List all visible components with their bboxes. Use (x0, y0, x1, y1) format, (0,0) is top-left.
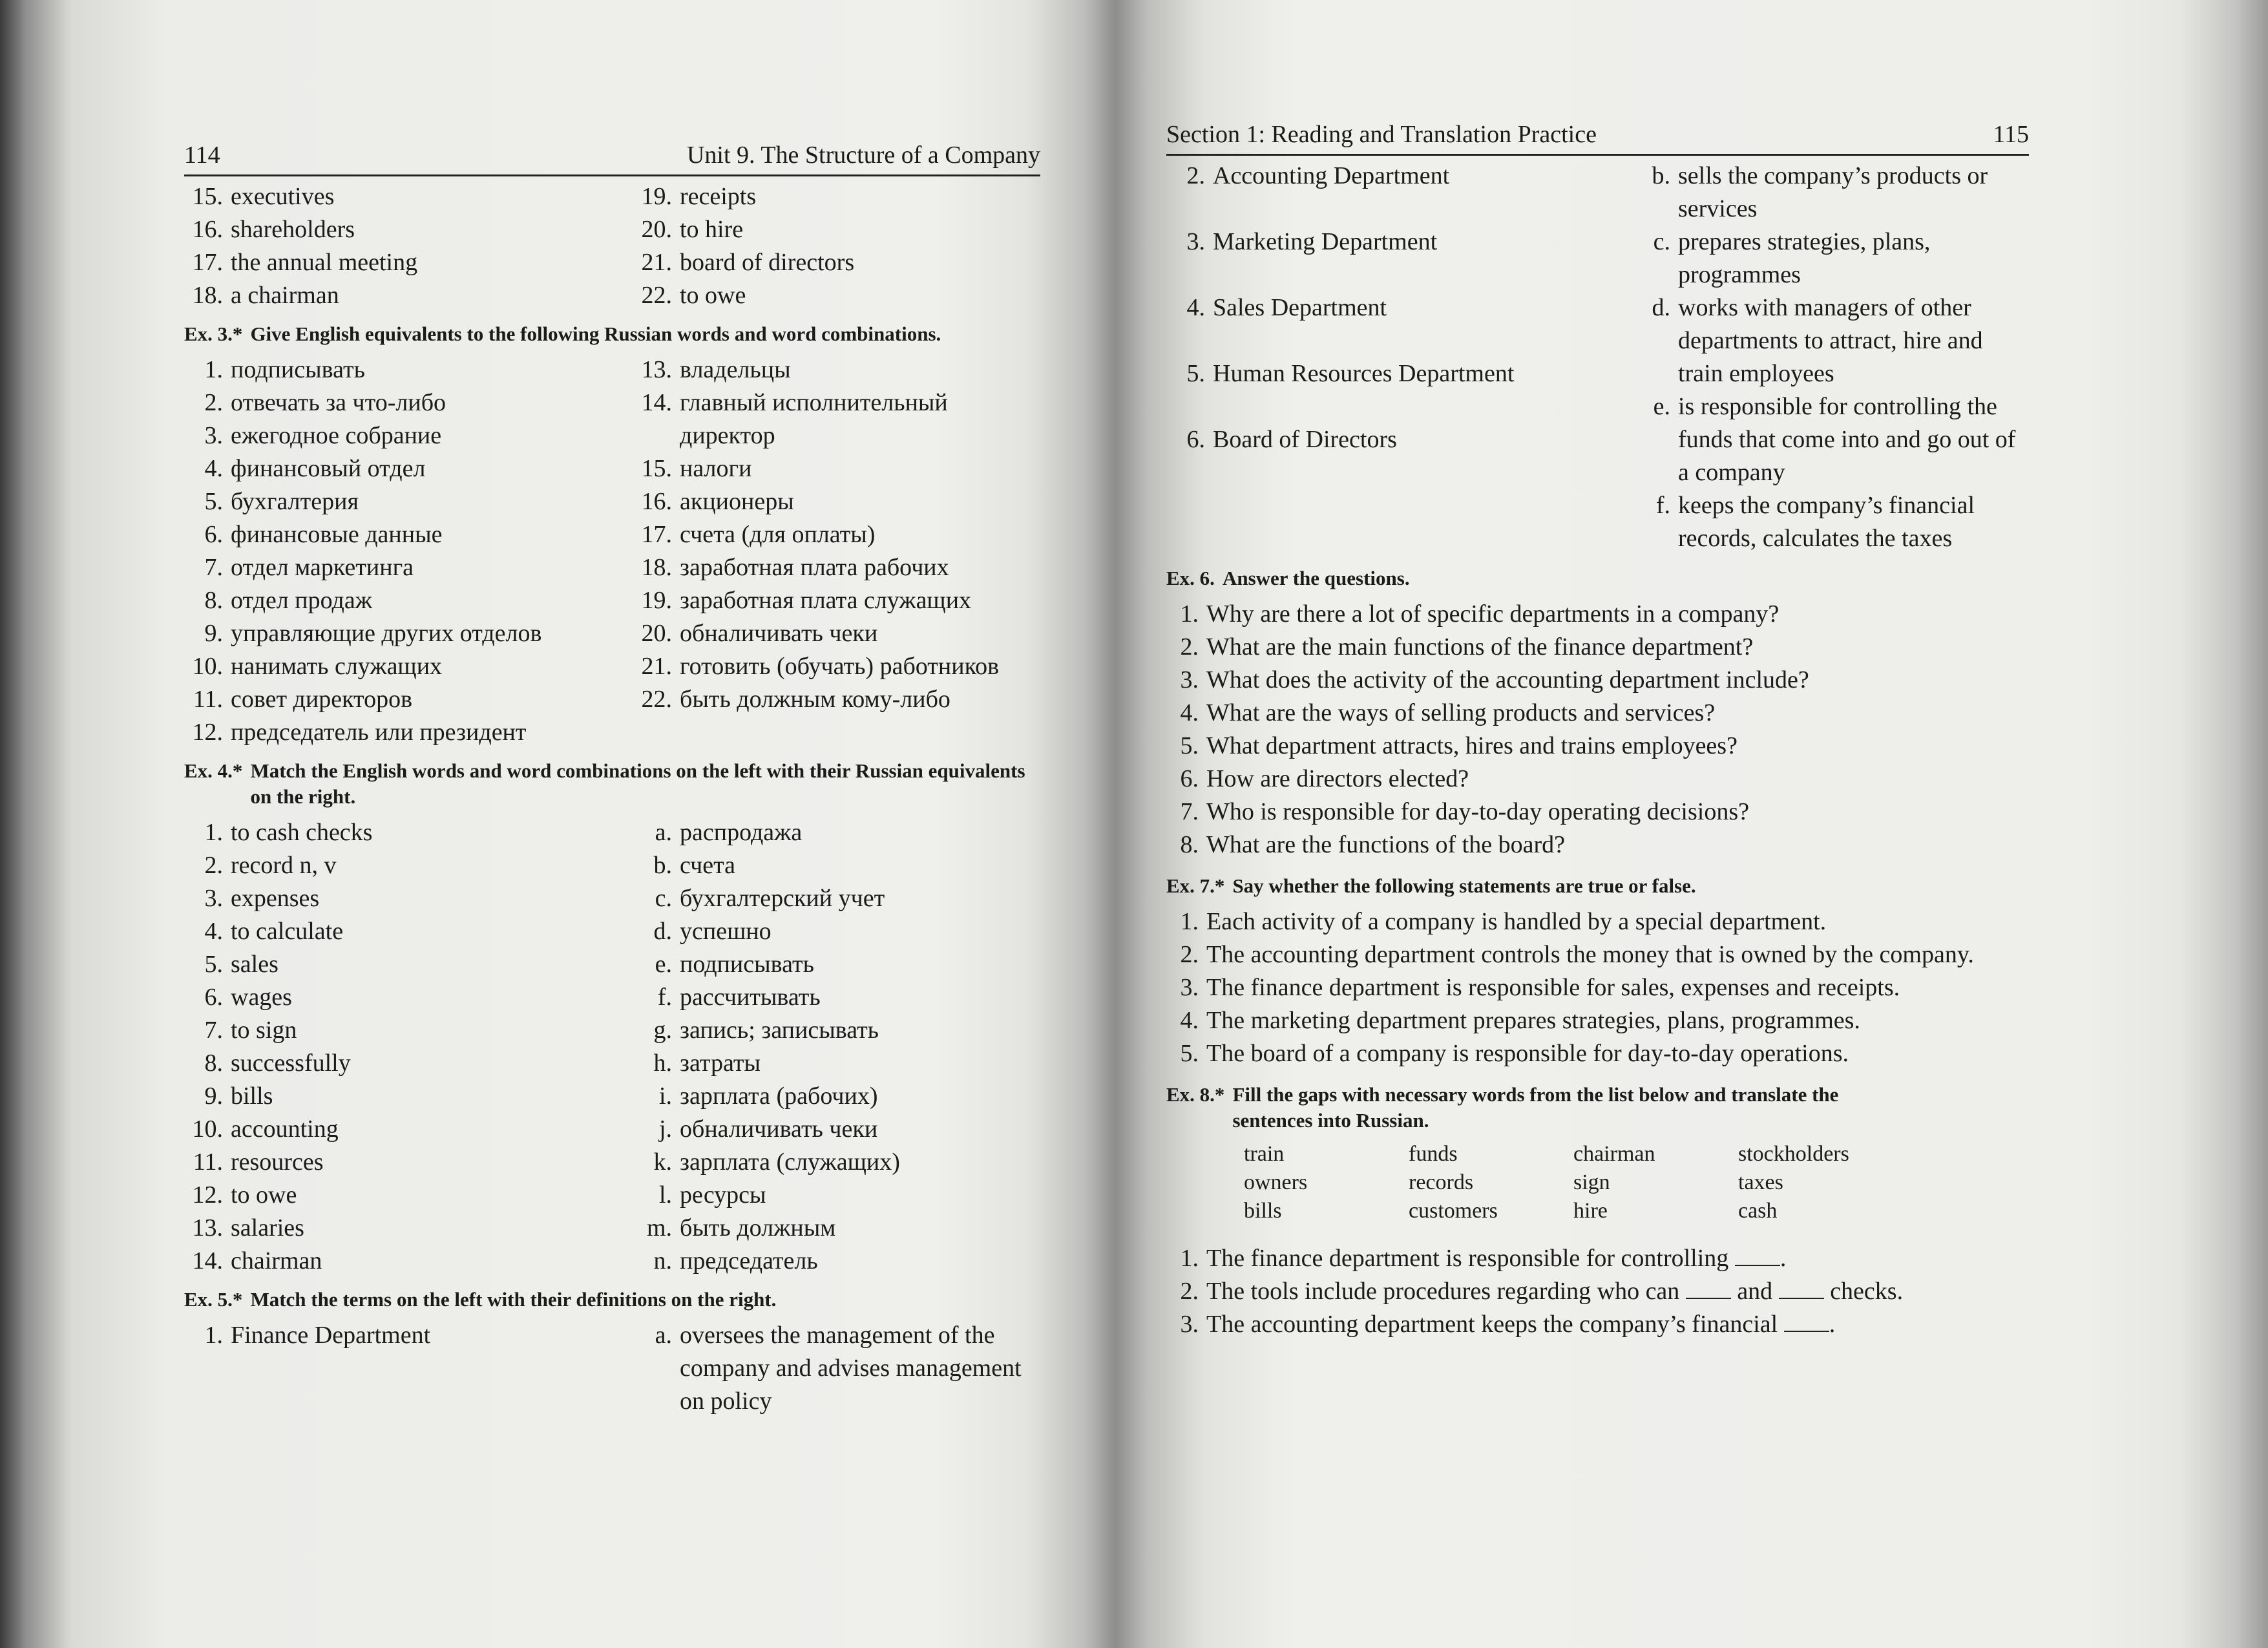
page-number: 114 (184, 142, 220, 169)
list-item: 7. отдел маркетинга (204, 554, 414, 581)
exercise-4-right (633, 816, 1040, 1278)
list-item: 1. Finance Department (204, 1322, 431, 1349)
exercise-5-terms (1166, 160, 1632, 555)
list-item: 4. Sales Department (1186, 294, 1387, 321)
list-item: l. ресурсы (658, 1181, 766, 1209)
exercise-3-list (184, 354, 1040, 749)
list-item: 20. to hire (641, 216, 744, 243)
blank-gap (1779, 1277, 1824, 1299)
list-item: a. распродажа (655, 819, 803, 846)
exercise-3-heading: Ex. 3.* Give English equivalents to the following Russian words and word combinations. (184, 322, 941, 345)
list-item: 14. chairman (192, 1247, 322, 1274)
list-item: 3. The finance department is responsible for sales, expenses and receipts. (1180, 974, 1900, 1001)
list-item: 4. What are the ways of selling products and services? (1180, 699, 1716, 726)
exercise-8-heading: Ex. 8.* Fill the gaps with necessary words from the list below and translate the sentences into Russian. (1166, 1083, 1839, 1132)
list-item: 2. Accounting Department (1186, 162, 1450, 189)
right-running-header (1166, 115, 2029, 156)
list-item: n. председатель (653, 1247, 818, 1274)
list-item: 17. счета (для оплаты) (641, 521, 876, 548)
list-item: 21. готовить (обучать) работников (641, 653, 1000, 680)
list-item: d. works with managers of other departments to attract, hire and train employees (1652, 294, 1983, 387)
list-item: 3. The accounting department keeps the company’s financial . (1180, 1311, 1836, 1338)
list-item: 14. главный исполнительный директор (641, 389, 948, 449)
right-page (1115, 0, 2268, 1648)
list-item: 12. председатель или президент (192, 719, 527, 746)
list-item: d. успешно (653, 918, 772, 945)
blank-gap (1784, 1310, 1829, 1332)
word-bank-item: bills (1244, 1199, 1282, 1223)
list-item: 6. Board of Directors (1186, 426, 1397, 453)
list-item: 1. Each activity of a company is handled by a special department. (1180, 908, 1827, 935)
left-page (0, 0, 1115, 1648)
list-item: 12. to owe (192, 1181, 297, 1209)
list-item: e. подписывать (655, 951, 814, 978)
list-item: 11. совет директоров (193, 686, 413, 713)
exercise-5-left (184, 1319, 633, 1418)
list-item: 5. The board of a company is responsible for day-to-day operations. (1180, 1040, 1849, 1067)
list-item: 2. The accounting department controls the money that is owned by the company. (1180, 941, 1974, 968)
word-bank-column (1409, 1140, 1573, 1225)
list-item: 10. accounting (192, 1115, 339, 1143)
blank-gap (1735, 1244, 1780, 1266)
list-item: 13. владельцы (641, 356, 791, 383)
list-item: 5. sales (204, 951, 278, 978)
list-item: e. is responsible for controlling the funds that come into and go out of a company (1653, 393, 2016, 486)
list-item: 8. What are the functions of the board? (1180, 831, 1565, 858)
list-item: 17. the annual meeting (192, 249, 418, 276)
list-item: 21. board of directors (641, 249, 855, 276)
list-item: h. затраты (653, 1050, 761, 1077)
exercise-5-definitions (1632, 160, 2029, 555)
list-item: 5. Human Resources Department (1186, 360, 1515, 387)
list-item: 4. The marketing department prepares strategies, plans, programmes. (1180, 1007, 1860, 1034)
list-item: f. keeps the company’s financial records, calculates the taxes (1655, 492, 1975, 552)
list-item: f. рассчитывать (657, 984, 821, 1011)
list-item: 8. отдел продаж (204, 587, 372, 614)
vocab-list (184, 180, 1040, 312)
word-bank-item: stockholders (1738, 1142, 1849, 1166)
list-item: 1. to cash checks (204, 819, 373, 846)
exercise-4-left (184, 816, 633, 1278)
list-item: 3. What does the activity of the accounting department include? (1180, 666, 1809, 693)
word-bank-item: sign (1573, 1170, 1610, 1194)
list-item: 18. a chairman (192, 282, 339, 309)
exercise-4-heading: Ex. 4.* Match the English words and word combinations on the left with their Russian equivalents on the right. (184, 759, 1025, 808)
word-bank-item: owners (1244, 1170, 1308, 1194)
word-bank-item: cash (1738, 1199, 1778, 1223)
word-bank-item: taxes (1738, 1170, 1783, 1194)
list-item: 2. The tools include procedures regarding who can and checks. (1180, 1278, 1904, 1305)
word-bank-column (1738, 1140, 1903, 1225)
list-item: 8. successfully (204, 1050, 351, 1077)
word-bank-item: hire (1573, 1199, 1608, 1223)
list-item: 15. executives (192, 183, 335, 210)
list-item: a. oversees the management of the company and advises management on policy (655, 1322, 1022, 1415)
exercise-7-heading: Ex. 7.* Say whether the following statements are true or false. (1166, 874, 1696, 897)
list-item: 16. shareholders (192, 216, 355, 243)
list-item: 19. receipts (641, 183, 757, 210)
blank-gap (1686, 1277, 1731, 1299)
list-item: 3. expenses (204, 885, 320, 912)
word-bank-item: funds (1409, 1142, 1458, 1166)
word-bank-column (1573, 1140, 1738, 1225)
list-item: 9. bills (204, 1083, 273, 1110)
exercise-5-heading: Ex. 5.* Match the terms on the left with their definitions on the right. (184, 1288, 777, 1311)
list-item: 22. быть должным кому-либо (641, 686, 950, 713)
exercise-6-list (1166, 598, 2029, 861)
list-item: 15. налоги (641, 455, 752, 482)
list-item: 11. resources (193, 1148, 324, 1176)
list-item: 1. подписывать (204, 356, 365, 383)
list-item: m. быть должным (646, 1214, 836, 1241)
list-item: b. sells the company’s products or services (1652, 162, 1988, 222)
list-item: 2. record n, v (204, 852, 337, 879)
word-bank-item: chairman (1573, 1142, 1655, 1166)
list-item: 3. Marketing Department (1186, 228, 1438, 255)
list-item: 5. What department attracts, hires and trains employees? (1180, 732, 1738, 759)
left-running-header (184, 136, 1040, 176)
word-bank-item: train (1244, 1142, 1285, 1166)
list-item: 7. Who is responsible for day-to-day operating decisions? (1180, 798, 1749, 825)
exercise-8-list (1166, 1242, 2029, 1341)
vocab-list-right (633, 180, 1040, 312)
exercise-5-right (633, 1319, 1040, 1418)
list-item: 19. заработная плата служащих (641, 587, 972, 614)
list-item: 20. обналичивать чеки (641, 620, 878, 647)
list-item: i. зарплата (рабочих) (658, 1083, 878, 1110)
list-item: 10. нанимать служащих (192, 653, 443, 680)
page-number: 115 (1993, 121, 2029, 148)
vocab-list-left (184, 180, 633, 312)
list-item: c. бухгалтерский учет (655, 885, 885, 912)
list-item: g. запись; записывать (653, 1017, 879, 1044)
running-title: Unit 9. The Structure of a Company (686, 142, 1040, 169)
list-item: 6. финансовые данные (204, 521, 443, 548)
list-item: k. зарплата (служащих) (653, 1148, 900, 1176)
exercise-3-left (184, 354, 633, 749)
list-item: b. счета (653, 852, 736, 879)
list-item: 1. The finance department is responsible for controlling . (1180, 1245, 1787, 1272)
list-item: 18. заработная плата рабочих (641, 554, 949, 581)
list-item: j. обналичивать чеки (658, 1115, 878, 1143)
exercise-3-right (633, 354, 1040, 749)
exercise-5-list (184, 1319, 1040, 1418)
list-item: 2. What are the main functions of the finance department? (1180, 633, 1754, 660)
list-item: 13. salaries (192, 1214, 304, 1241)
list-item: 6. How are directors elected? (1180, 765, 1469, 792)
exercise-4-list (184, 816, 1040, 1278)
list-item: 3. ежегодное собрание (204, 422, 442, 449)
list-item: 16. акционеры (641, 488, 794, 515)
list-item: 2. отвечать за что-либо (204, 389, 446, 416)
list-item: 9. управляющие других отделов (204, 620, 542, 647)
list-item: 4. финансовый отдел (204, 455, 426, 482)
running-title: Section 1: Reading and Translation Practice (1166, 121, 1597, 148)
list-item: 6. wages (204, 984, 292, 1011)
exercise-6-heading: Ex. 6. Answer the questions. (1166, 567, 1410, 589)
word-bank-item: records (1409, 1170, 1474, 1194)
exercise-5-continued (1166, 160, 2029, 555)
list-item: 5. бухгалтерия (204, 488, 359, 515)
list-item: 7. to sign (204, 1017, 297, 1044)
list-item: 22. to owe (641, 282, 746, 309)
list-item: 1. Why are there a lot of specific departments in a company? (1180, 600, 1780, 628)
exercise-7-list (1166, 905, 2029, 1070)
word-bank-item: customers (1409, 1199, 1498, 1223)
list-item: c. prepares strategies, plans, programmes (1653, 228, 1931, 288)
word-bank-column (1244, 1140, 1409, 1225)
word-bank (1244, 1140, 2029, 1225)
list-item: 4. to calculate (204, 918, 344, 945)
